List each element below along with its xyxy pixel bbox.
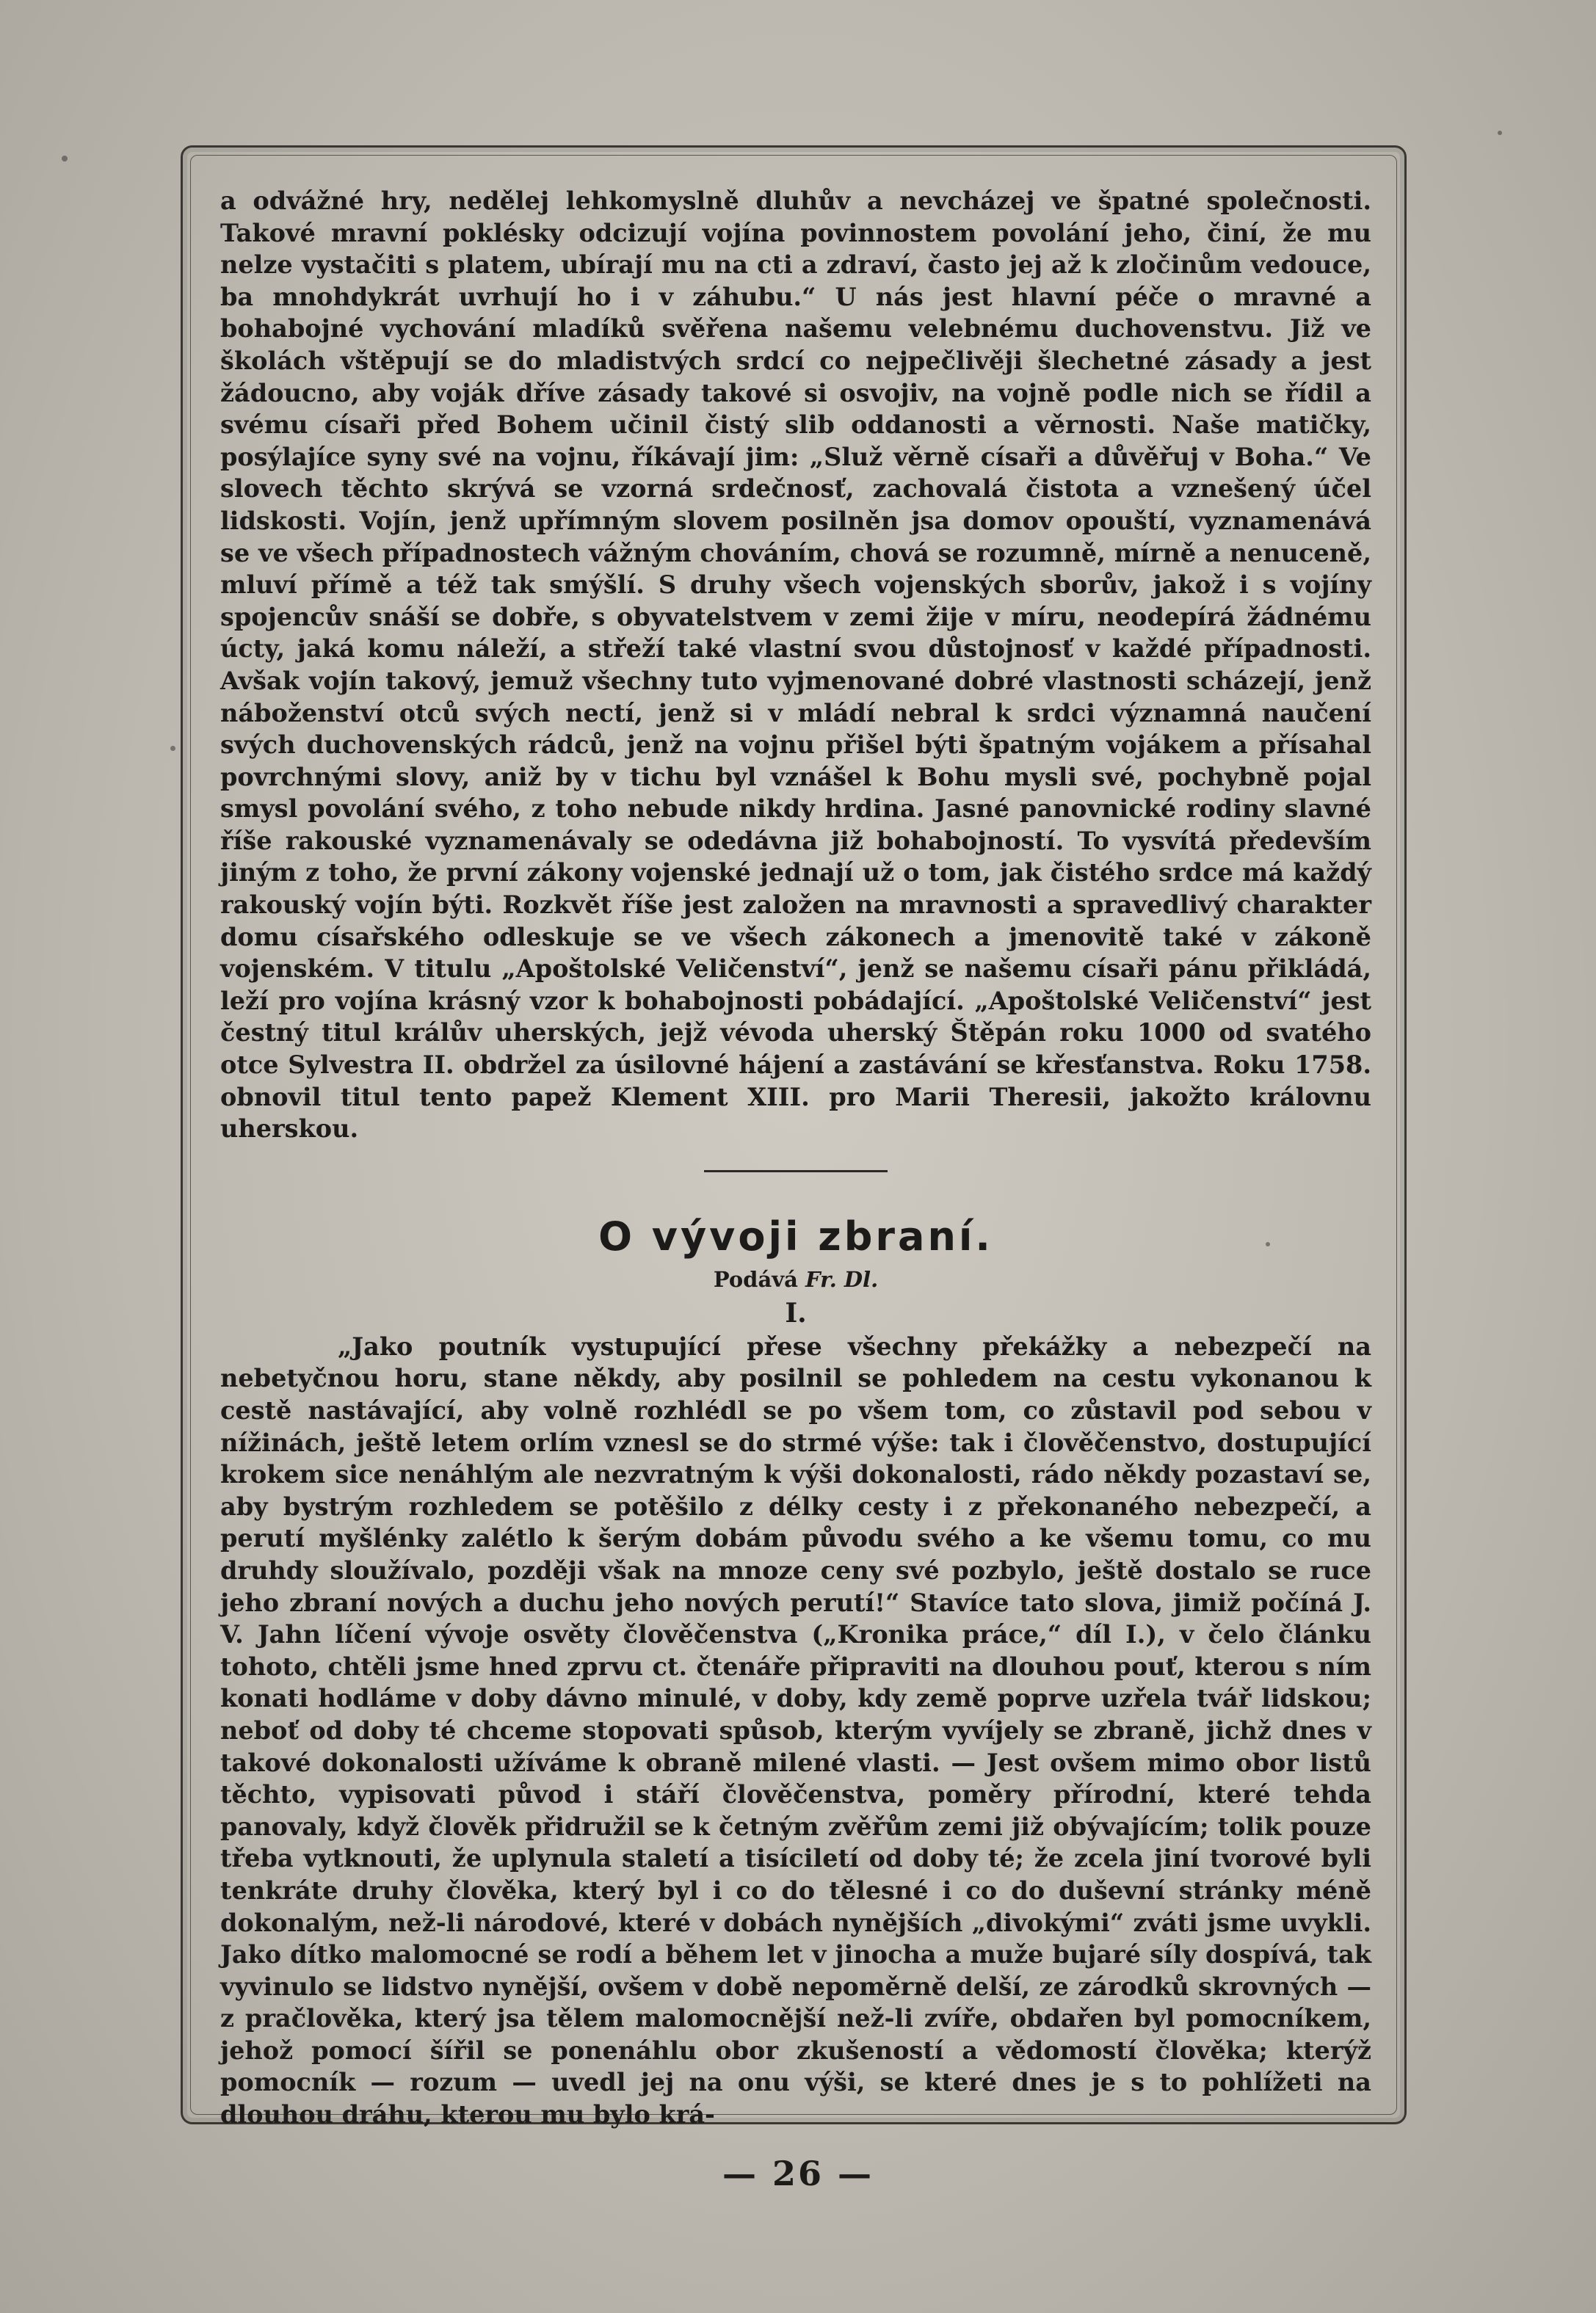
section-divider-rule (704, 1170, 888, 1172)
body-paragraph-continued: a odvážné hry, nedělej lehkomyslně dluhův a nevcházej ve špatné společnosti. Takové mravní poklésky odcizují vojína povinnostem povolání jeho, činí, že mu nelze vystačiti s platem, ubírají mu na cti a zdraví, často jej až k zločinům vedouce, ba mnohdykrát uvrhují ho i v záhubu.“ U nás jest hlavní péče o mravné a bohabojné vychování mladíků svěřena našemu velebnému duchovenstvu. Již ve školách vštěpují se do mladistvých srdcí co nejpečlivěji šlechetné zásady a jest žádoucno, aby voják dříve zásady takové si osvojiv, na vojně podle nich se řídil a svému císaři před Bohem učinil čistý slib oddanosti a věrnosti. Naše matičky, posýlajíce syny své na vojnu, říkávají jim: „Služ věrně císaři a důvěřuj v Boha.“ Ve slovech těchto skrývá se vzorná srdečnosť, zachovalá čistota a vznešený účel lidskosti. Vojín, jenž upřímným slovem posilněn jsa domov opouští, vyznamenává se ve všech případnostech vážným chováním, chová se rozumně, mírně a nenuceně, mluví přímě a též tak smýšlí. S druhy všech vojenských sborův, jakož i s vojíny spojencův snáší se dobře, s obyvatelstvem v zemi žije v míru, neodepírá žádnému úcty, jaká komu náleží, a střeží také vlastní svou důstojnosť v každé případnosti. Avšak vojín takový, jemuž všechny tuto vyjmenované dobré vlastnosti scházejí, jenž náboženství otců svých nectí, jenž si v mládí nebral k srdci významná naučení svých duchovenských rádců, jenž na vojnu přišel býti špatným vojákem a přísahal povrchnými slovy, aniž by v tichu byl vznášel k Bohu mysli své, pochybně pojal smysl povolání svého, z toho nebude nikdy hrdina. Jasné panovnické rodiny slavné říše rakouské vyznamenávaly se odedávna již bohabojností. To vysvítá především jiným z toho, že první zákony vojenské jednají už o tom, jak čistého srdce má každý rakouský vojín býti. Rozkvět říše jest založen na mravnosti a spravedlivý charakter domu císařského odleskuje se ve všech zákonech a jmenovitě také v zákoně vojenském. V titulu „Apoštolské Veličenství“, jenž se našemu císaři pánu přikládá, leží pro vojína krásný vzor k bohabojnosti pobádající. „Apoštolské Veličenství“ jest čestný titul králův uherských, jejž vévoda uherský Štěpán roku 1000 od svatého otce Sylvestra II. obdržel za úsilovné hájení a zastávání se křesťanstva. Roku 1758. obnovil titul tento papež Klement XIII. pro Marii Theresii, jakožto královnu uherskou. (220, 186, 1371, 1144)
print-speck (1498, 131, 1502, 135)
body-paragraph-article: „Jako poutník vystupující přese všechny překážky a nebezpečí na nebetyčnou horu, stane někdy, aby posilnil se pohledem na cestu vykonanou k cestě nastávající, aby volně rozhlédl se po všem tom, co zůstavil pod sebou v nížinách, ještě letem orlím vznesl se do strmé výše: tak i člověčenstvo, dostupující krokem sice nenáhlým ale nezvratným k výši dokonalosti, rádo někdy pozastaví se, aby bystrým rozhledem se potěšilo z délky cesty i z překonaného nebezpečí, a perutí myšlénky zalétlo k šerým dobám původu svého a ke všemu tomu, co mu druhdy sloužívalo, později však na mnoze ceny své pozbylo, ještě dostalo se ruce jeho zbraní nových a duchu jeho nových perutí!“ Stavíce tato slova, jimiž počíná J. V. Jahn líčení vývoje osvěty člověčenstva („Kronika práce,“ díl I.), v čelo článku tohoto, chtěli jsme hned zprvu ct. čtenáře připraviti na dlouhou pouť, kterou s ním konati hodláme v doby dávno minulé, v doby, kdy země poprve uzřela tvář lidskou; neboť od doby té chceme stopovati spůsob, kterým vyvíjely se zbraně, jichž dnes v takové dokonalosti užíváme k obraně milené vlasti. — Jest ovšem mimo obor listů těchto, vypisovati původ i stáří člověčenstva, poměry přírodní, které tehda panovaly, když člověk přidružil se k četným zvěřům zemi již obývajícím; tolik pouze třeba vytknouti, že uplynula staletí a tisíciletí od doby té; že zcela jiní tvorové byli tenkráte druhy člověka, který byl i co do tělesné i co do duševní stránky méně dokonalým, než-li národové, které v dobách nynějších „divokými“ zváti jsme uvykli. Jako dítko malomocné se rodí a během let v jinocha a muže bujaré síly dospívá, tak vyvinulo se lidstvo nynější, ovšem v době nepoměrně delší, ze zárodků skrovných — z pračlověka, který jsa tělem malomocnější než-li zvíře, obdařen byl pomocníkem, jehož pomocí šířil se ponenáhlu obor zkušeností a vědomostí člověka; kterýž pomocník — rozum — uvedl jej na onu výši, se které dnes je s to pohlížeti na dlouhou dráhu, kterou mu bylo krá- (220, 1332, 1371, 2129)
print-speck (62, 156, 68, 161)
byline-prefix: Podává (713, 1266, 798, 1292)
article-title: O vývoji zbraní. (598, 1213, 993, 1260)
page-number: — 26 — (722, 2154, 874, 2193)
byline-author: Fr. Dl. (805, 1266, 879, 1292)
section-number: I. (785, 1297, 807, 1329)
article-byline (220, 1265, 1371, 1294)
print-speck (170, 746, 175, 751)
page-content (220, 185, 1371, 2131)
